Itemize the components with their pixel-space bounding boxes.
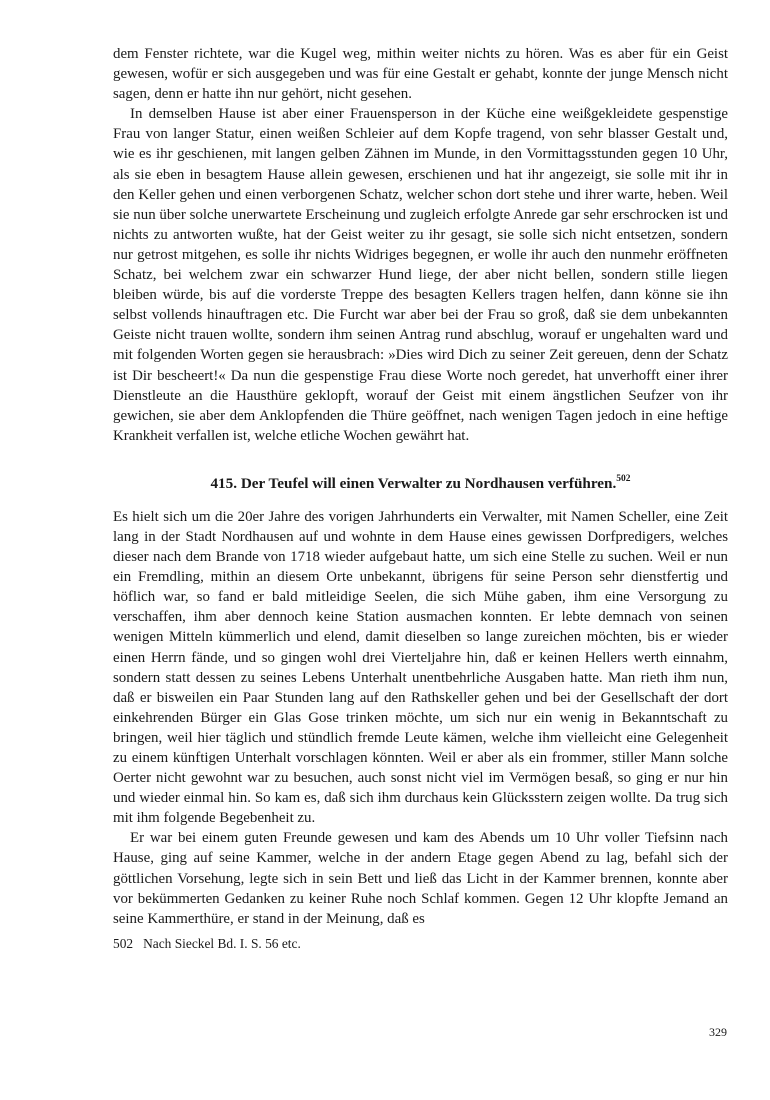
page-number: 329 bbox=[709, 1025, 727, 1039]
footnote-reference: 502 bbox=[616, 473, 631, 484]
paragraph: dem Fenster richtete, war die Kugel weg, mithin weiter nichts zu hören. Was es aber für ein Geist gewesen, wofür er sich ausgegeben und was für eine Gestalt er gehabt, konnte der junge Mensch nicht sagen, denn er hatte ihn nur gehört, nicht gesehen. bbox=[113, 46, 728, 103]
paragraph: In demselben Hause ist aber einer Frauensperson in der Küche eine weißgekleidete gespenstige Frau von langer Statur, einen weißen Schleier auf dem Kopfe tragend, von sehr blasser Gestalt und, wie es ihr geschienen, mit langen gelben Zähnen im Munde, in den Vormittagsstunden gegen 10 Uhr, als sie eben in besagtem Hause allein gewesen, erschienen und hat ihr angezeigt, sie solle mit ihr in den Keller gehen und einen verborgenen Schatz, welcher schon dort stehe und ihrer warte, heben. Weil sie nun über solche unerwartete Erscheinung und zugleich erfolgte Anrede gar sehr erschrocken ist und nichts zu antworten wußte, hat der Geist weiter zu ihr gesagt, sie solle sich nicht entsetzen, sondern nur getrost mitgehen, es solle ihr nichts Widriges begegnen, er wolle ihr auch den nunmehr eröffneten Schatz, bei welchem zwar ein schwarzer Hund liege, der aber nicht bellen, sondern stille liegen bleiben würde, bis auf die vorderste Treppe des besagten Kellers tragen helfen, dann könne sie ihn selbst vollends hinauftragen etc. Die Furcht war aber bei der Frau so groß, daß sie dem unbekannten Geiste nicht trauen wollte, sondern ihm seinen Antrag rund abschlug, worauf er ungehalten ward und mit folgenden Worten gegen sie herausbrach: »Dies wird Dich zu seiner Zeit gereuen, denn der Schatz ist Dir bescheert!« Da nun die gespenstige Frau diese Worte noch geredet, hat unverhofft einer ihrer Dienstleute an die Hausthüre geklopft, worauf der Geist mit einem ängstlichen Seufzer von ihr gewichen, sie aber dem Anklopfenden die Thüre geöffnet, nach wenigen Tagen jedoch in eine heftige Krankheit verfallen ist, welche etliche Wochen gewährt hat. bbox=[113, 106, 728, 444]
paragraph: Er war bei einem guten Freunde gewesen und kam des Abends um 10 Uhr voller Tiefsinn nach Hause, ging auf seine Kammer, welche in der andern Etage gegen Abend zu lag, befahl sich der göttlichen Vorsehung, legte sich in sein Bett und ließ das Licht in der Kammer brennen, konnte aber vor bekümmerten Gedanken zu keiner Ruhe noch Schlaf kommen. Gegen 12 Uhr klopfte Jemand an seine Kammerthüre, er stand in der Meinung, daß es bbox=[113, 830, 728, 927]
paragraph: Es hielt sich um die 20er Jahre des vorigen Jahrhunderts ein Verwalter, mit Namen Scheller, eine Zeit lang in der Stadt Nordhausen auf und wohnte in dem Hause eines gewissen Dorfpredigers, welches dieser nach dem Brande von 1718 wieder aufgebaut hatte, um sich eine Stelle zu suchen. Weil er nun ein Fremdling, mithin an diesem Orte unbekannt, übrigens für seine Person sehr dienstfertig und höflich war, so fand er bald mitleidige Seelen, die sich Mühe gaben, ihm eine Versorgung zu verschaffen, ihm aber dennoch keine Station ausmachen konnten. Er lebte demnach von seinen wenigen Mitteln kümmerlich und elend, damit dieselben so lange zureichen möchten, bis er wieder einen Herrn fände, und so gingen wohl drei Vierteljahre hin, daß er keinen Hellers werth einnahm, sondern statt dessen zu seines Lebens Unterhalt unentbehrliche Ausgaben hatte. Man rieth ihm nun, daß er bisweilen ein Paar Stunden lang auf den Rathskeller gehen und bei der Gesellschaft der dort einkehrenden Bürger ein Glas Gose trinken möchte, um sich nur ein wenig in Bekanntschaft zu bringen, weil hier täglich und stündlich fremde Leute kämen, welche ihm vielleicht eine Gelegenheit zu einem künftigen Unterhalt vorschlagen könnten. Weil er aber als ein frommer, stiller Mann solche Oerter nicht gewohnt war zu besuchen, auch sonst nicht viel im Vermögen besaß, so ging er nur hin und wieder einmal hin. So kam es, daß sich ihm durchaus kein Glücksstern zeigen wollte. Da trug sich mit ihm folgende Begebenheit zu. bbox=[113, 508, 728, 827]
footnote: 502 Nach Sieckel Bd. I. S. 56 etc. bbox=[113, 935, 301, 951]
page-body bbox=[113, 44, 728, 953]
section-heading bbox=[113, 474, 728, 494]
section-heading-text: 415. Der Teufel will einen Verwalter zu Nordhausen verführen. bbox=[210, 474, 617, 492]
